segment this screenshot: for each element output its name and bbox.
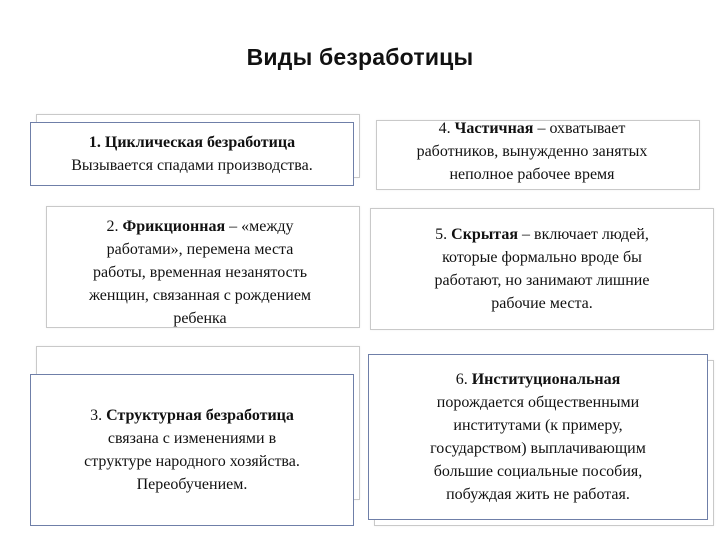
card-term-rest: – охватывает: [533, 119, 626, 137]
card-line: неполное рабочее время: [449, 165, 615, 183]
card-text: [364, 112, 700, 190]
card-heading-line: [370, 223, 714, 246]
card-number: 1.: [88, 134, 101, 151]
card-line: структуре народного хозяйства.: [84, 453, 300, 470]
card-term: Институциональная: [471, 371, 621, 388]
card-line: Вызывается спадами производства.: [71, 157, 313, 174]
card-term: Структурная безработица: [106, 407, 294, 424]
card-line: которые формально вроде бы: [442, 249, 642, 266]
card-line: государством) выплачивающим: [430, 440, 646, 457]
card-text: [370, 208, 714, 330]
card-line: работами», перемена места: [106, 240, 294, 258]
card-line: рабочие места.: [491, 295, 593, 312]
card-term-rest: – включает людей,: [518, 226, 649, 243]
card-term: Фрикционная: [122, 217, 226, 235]
card-number: 6.: [455, 371, 468, 388]
card-number: 2.: [106, 217, 119, 235]
card-number: 4.: [438, 119, 451, 137]
card-term: Скрытая: [451, 226, 519, 243]
card-partial-unemployment: [364, 110, 700, 190]
card-frictional-unemployment: [40, 206, 360, 334]
card-line: ребенка: [173, 309, 227, 327]
card-term: Частичная: [454, 119, 534, 137]
card-text: [30, 122, 354, 186]
card-number: 3.: [90, 407, 103, 424]
card-line: работников, вынужденно занятых: [416, 142, 648, 160]
card-structural-unemployment: [30, 346, 360, 526]
card-line: работы, временная незанятость: [92, 263, 307, 281]
page-title: Виды безработицы: [246, 44, 474, 70]
card-heading-line: [364, 117, 700, 140]
card-term-rest: – «между: [225, 217, 294, 235]
card-hidden-unemployment: [370, 208, 714, 330]
card-text: [40, 210, 360, 334]
card-line: большие социальные пособия,: [433, 463, 643, 480]
card-line: работают, но занимают лишние: [434, 272, 650, 289]
card-term: Циклическая безработица: [104, 134, 296, 151]
card-line: женщин, связанная с рождением: [88, 286, 312, 304]
card-line: институтами (к примеру,: [453, 417, 623, 434]
card-line: порождается общественными: [436, 394, 640, 411]
card-heading-line: [30, 404, 354, 427]
card-line: Переобучением.: [136, 476, 248, 493]
card-line: побуждая жить не работая.: [446, 486, 630, 503]
card-heading-line: [40, 215, 360, 238]
card-institutional-unemployment: [368, 354, 714, 526]
card-cyclical-unemployment: [30, 114, 360, 186]
card-line: связана с изменениями в: [107, 430, 277, 447]
card-heading-line: [368, 368, 708, 391]
card-text: [368, 354, 708, 520]
card-number: 5.: [435, 226, 448, 243]
card-heading-line: [30, 131, 354, 154]
card-text: [30, 374, 354, 526]
